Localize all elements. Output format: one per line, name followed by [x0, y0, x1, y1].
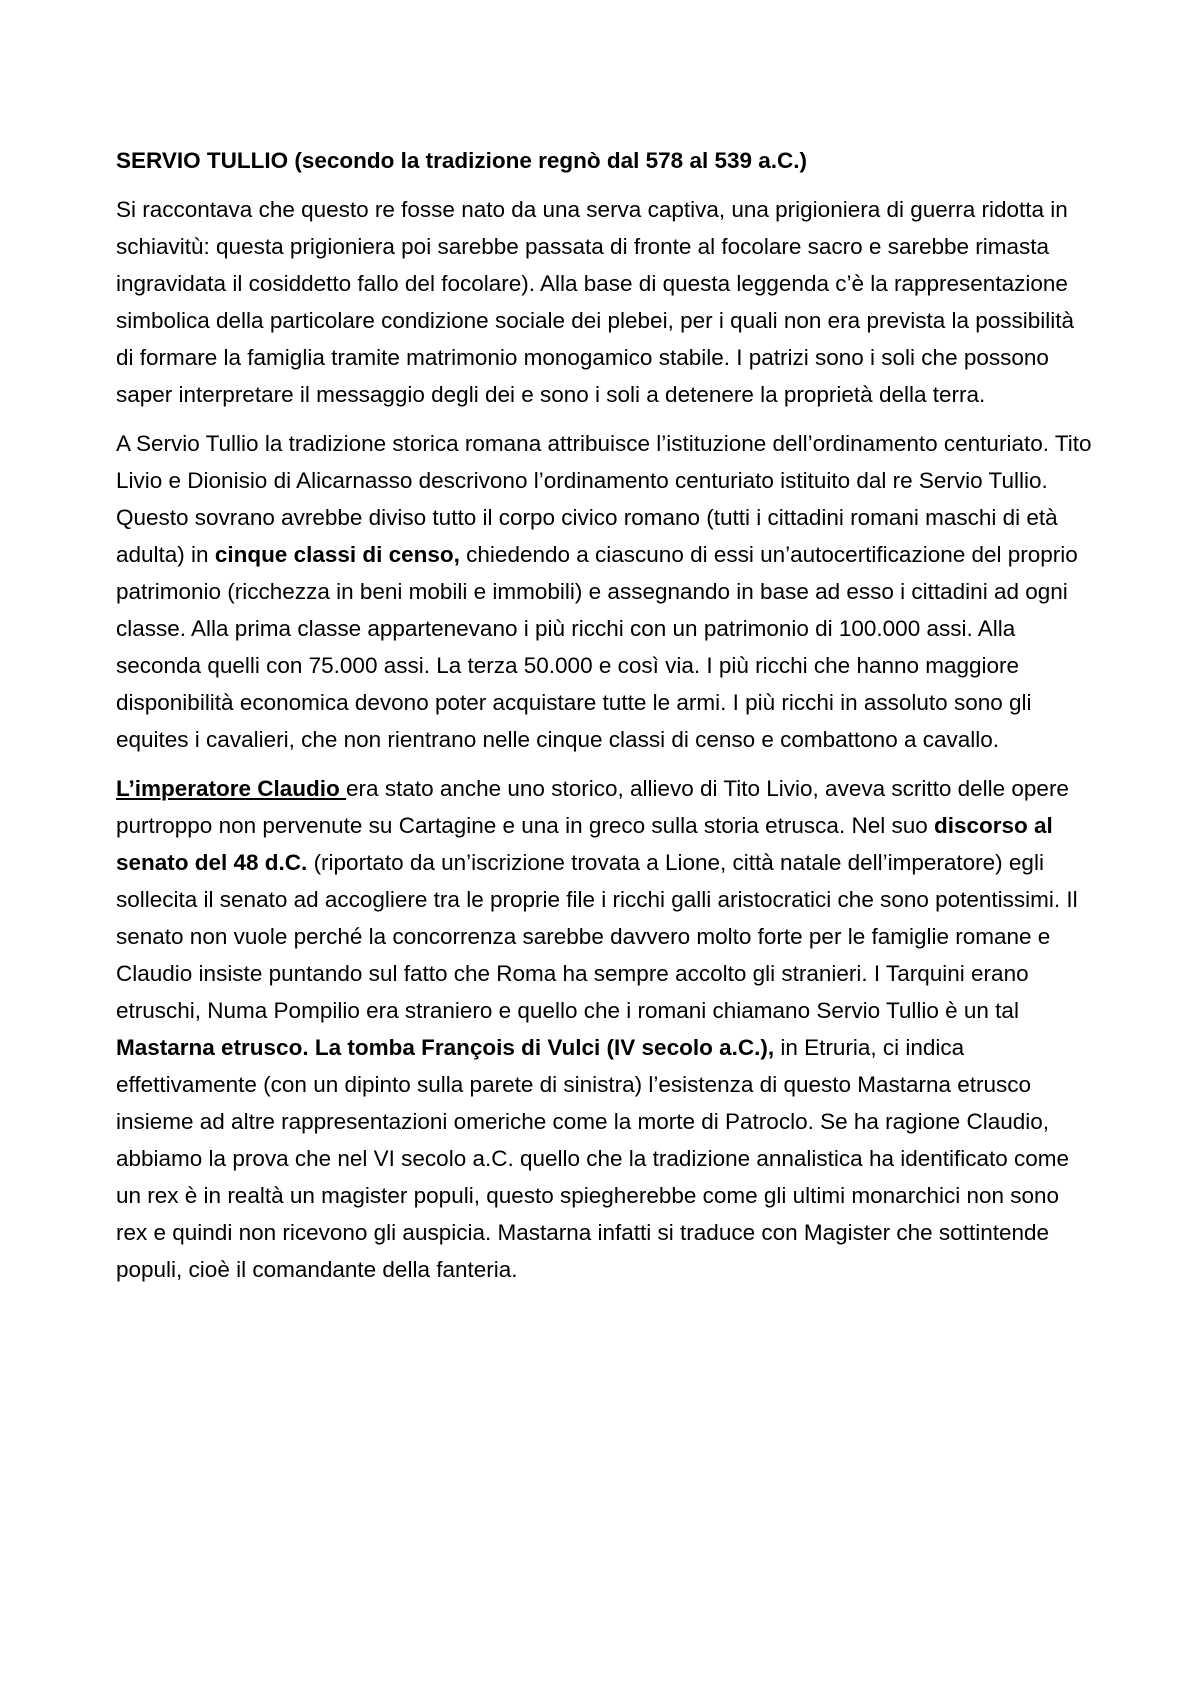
paragraph-text: chiedendo a ciascuno di essi un’autocertificazione del proprio patrimonio (ricchezza in beni mobili e immobili) e assegnando in base ad esso i cittadini ad ogni classe. Alla prima classe appartenevano i più ricchi con un patrimonio di 100.000 assi. Alla seconda quelli con 75.000 assi. La terza 50.000 e così via. I più ricchi che hanno maggiore disponibilità economica devono poter acquistare tutte le armi. I più ricchi in assoluto sono gli equites i cavalieri, che non rientrano nelle cinque classi di censo e combattono a cavallo.	[116, 542, 1078, 752]
paragraph-text: in Etruria, ci indica effettivamente (con un dipinto sulla parete di sinistra) l’esistenza di questo Mastarna etrusco insieme ad altre rappresentazioni omeriche come la morte di Patroclo. Se ha ragione Claudio, abbiamo la prova che nel VI secolo a.C. quello che la tradizione annalistica ha identificato come un rex è in realtà un magister populi, questo spiegherebbe come gli ultimi monarchici non sono rex e quindi non ricevono gli auspicia. Mastarna infatti si traduce con Magister che sottintende populi, cioè il comandante della fanteria.	[116, 1035, 1070, 1282]
bold-phrase-mastarna: Mastarna etrusco. La tomba François di Vulci (IV secolo a.C.),	[116, 1035, 775, 1060]
document-page	[116, 142, 1092, 1300]
bold-underlined-lead: L’imperatore Claudio	[116, 776, 347, 801]
paragraph-text: A Servio Tullio la tradizione storica romana attribuisce l’istituzione dell’ordinamento centuriato. Tito Livio e Dionisio di Alicarnasso descrivono l’ordinamento centuriato istituito dal re Servio Tullio. Questo sovrano avrebbe diviso tutto il corpo civico romano (tutti i cittadini romani maschi di età adulta) in	[116, 431, 1092, 567]
paragraph-imperatore-claudio	[116, 770, 1092, 1288]
bold-phrase-discorso: discorso al senato del 48 d.C.	[116, 813, 1053, 875]
paragraph-ordinamento-centuriato	[116, 425, 1092, 758]
bold-phrase-cinque-classi: cinque classi di censo,	[214, 542, 460, 567]
section-heading: SERVIO TULLIO (secondo la tradizione regnò dal 578 al 539 a.C.)	[116, 148, 808, 173]
paragraph-servio-origin: Si raccontava che questo re fosse nato da una serva captiva, una prigioniera di guerra ridotta in schiavitù: questa prigioniera poi sarebbe passata di fronte al focolare sacro e sarebbe rimasta ingravidata il cosiddetto fallo del focolare). Alla base di questa leggenda c’è la rappresentazione simbolica della particolare condizione sociale dei plebei, per i quali non era prevista la possibilità di formare la famiglia tramite matrimonio monogamico stabile. I patrizi sono i soli che possono saper interpretare il messaggio degli dei e sono i soli a detenere la proprietà della terra.	[116, 197, 1075, 407]
paragraph-text: (riportato da un’iscrizione trovata a Lione, città natale dell’imperatore) egli sollecita il senato ad accogliere tra le proprie file i ricchi galli aristocratici che sono potentissimi. Il senato non vuole perché la concorrenza sarebbe davvero molto forte per le famiglie romane e Claudio insiste puntando sul fatto che Roma ha sempre accolto gli stranieri. I Tarquini erano etruschi, Numa Pompilio era straniero e quello che i romani chiamano Servio Tullio è un tal	[116, 850, 1078, 1023]
paragraph-text: era stato anche uno storico, allievo di Tito Livio, aveva scritto delle opere purtroppo non pervenute su Cartagine e una in greco sulla storia etrusca. Nel suo	[116, 776, 1069, 838]
